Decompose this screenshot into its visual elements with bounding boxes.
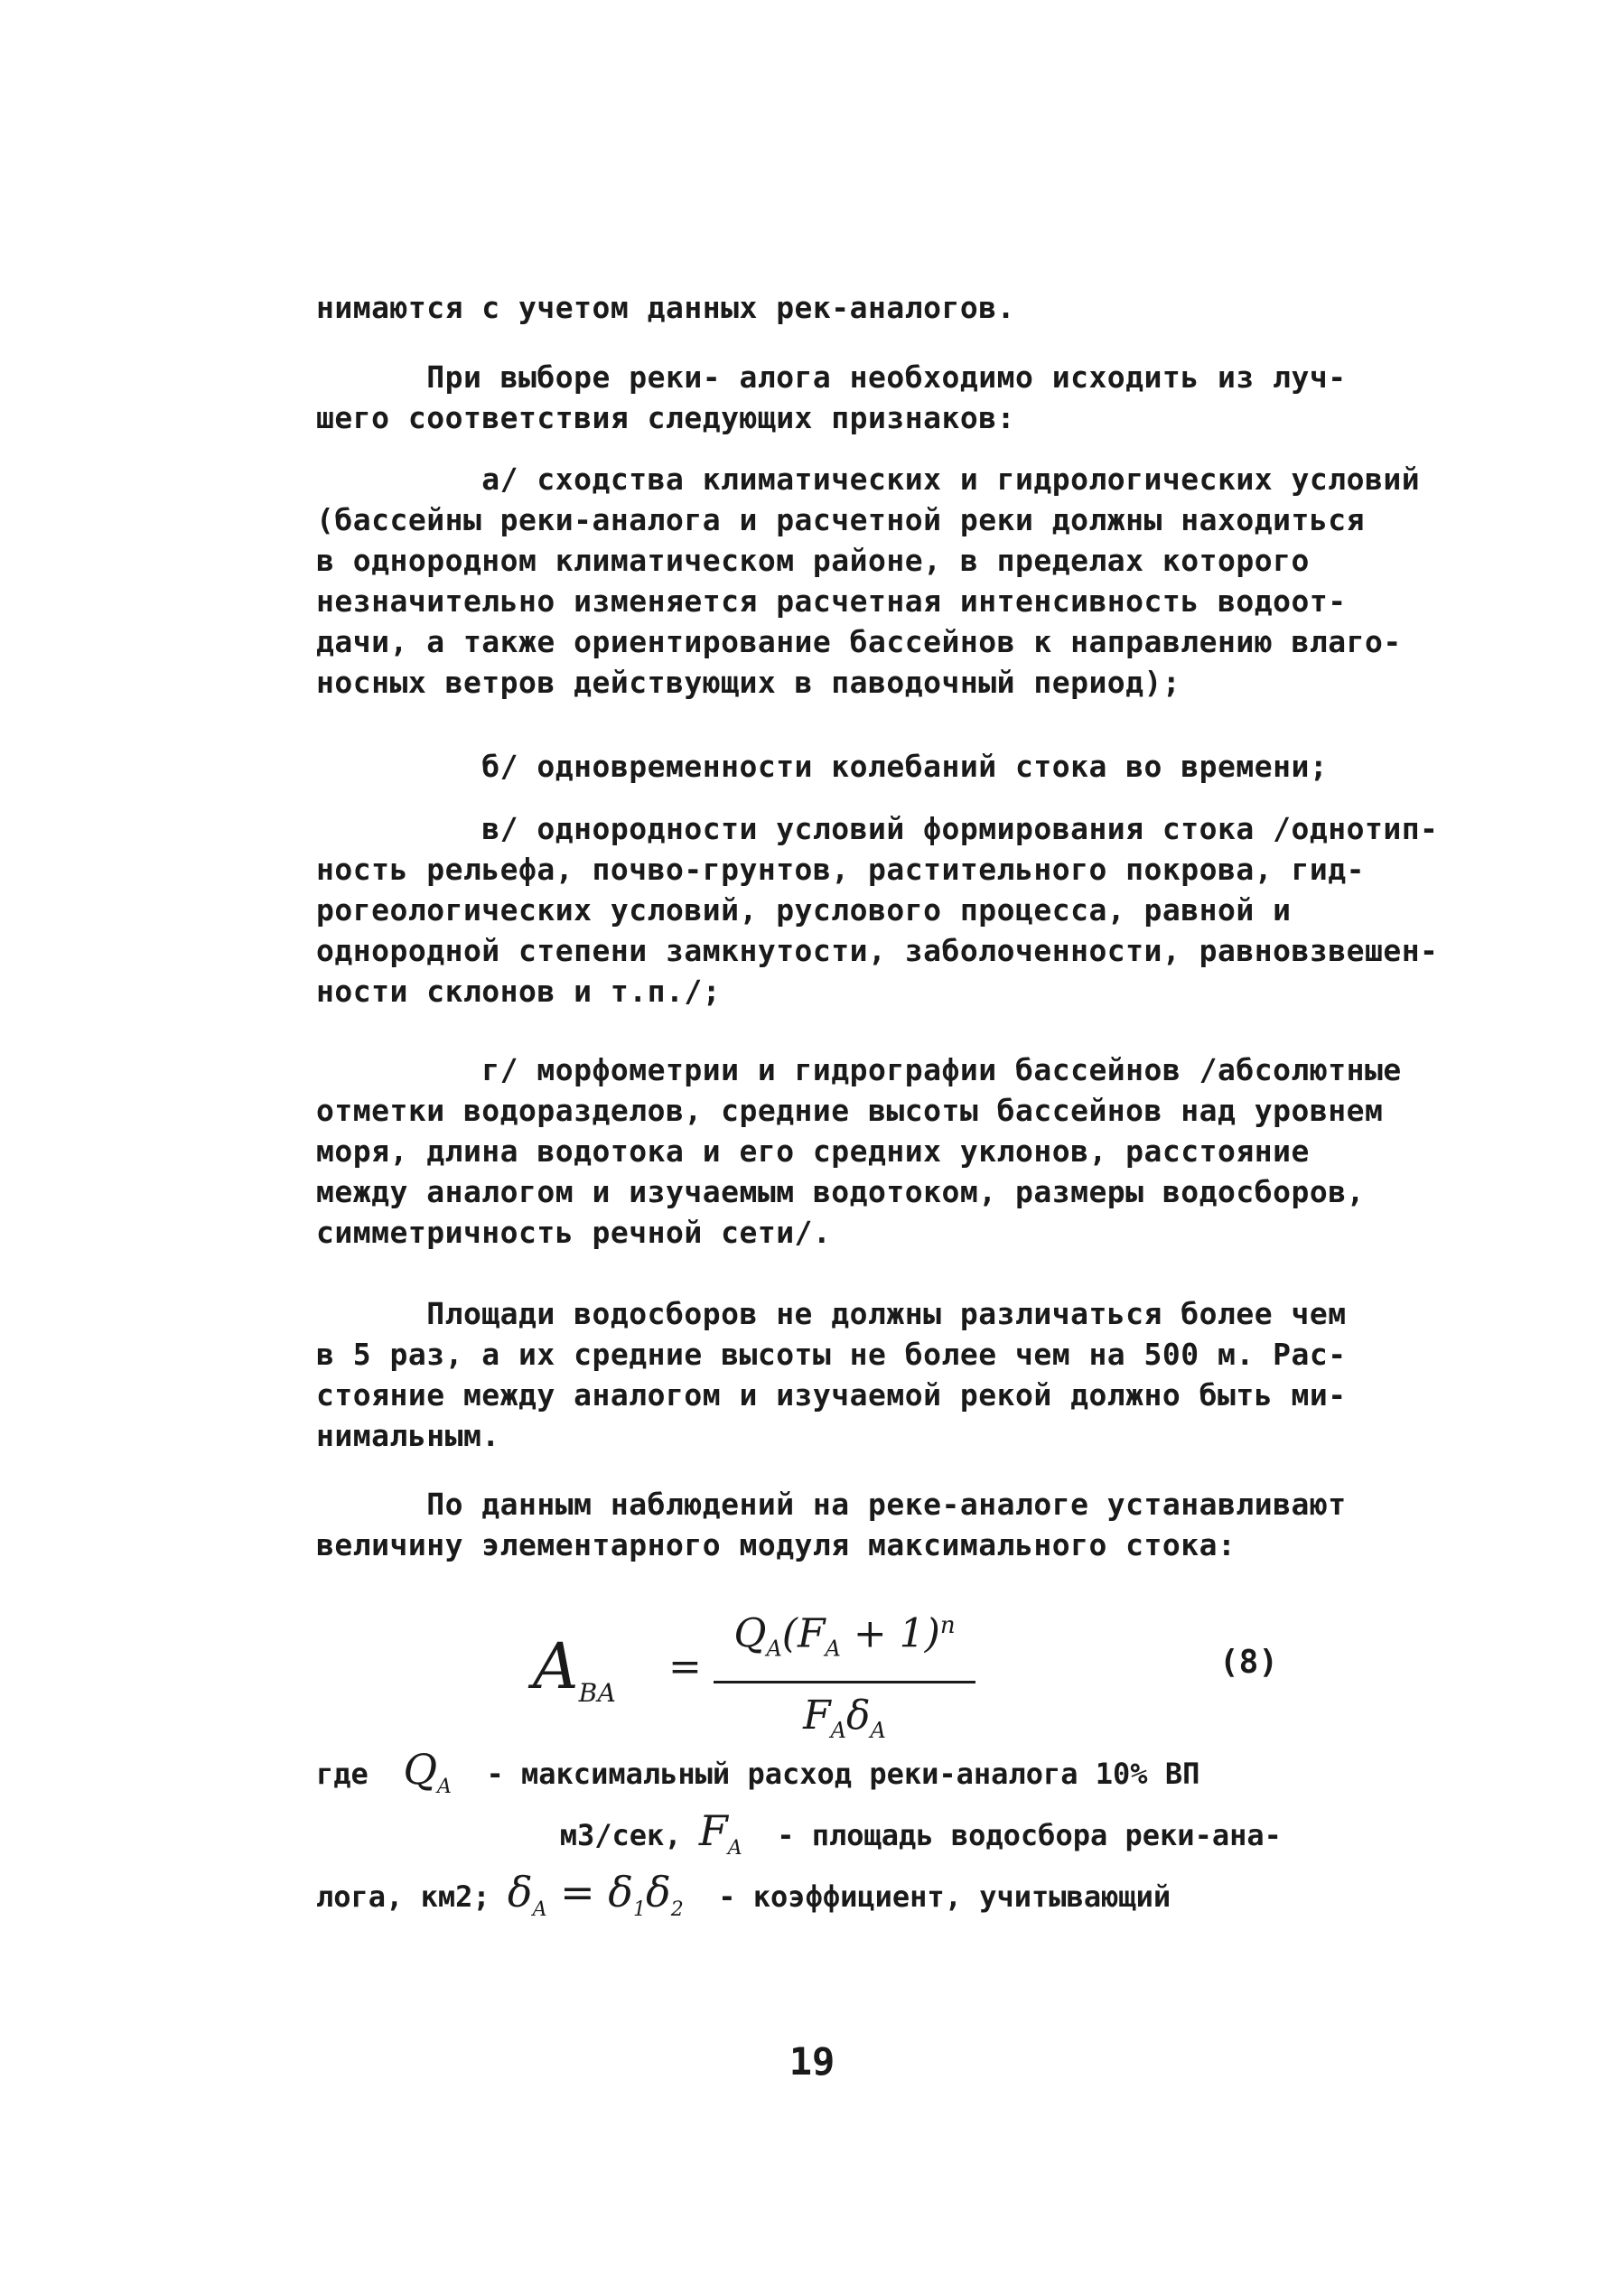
definition-line-1: [316, 1745, 1445, 1809]
paragraph-1: нимаются с учетом данных рек-аналогов.: [316, 290, 1015, 325]
page-number: 19: [789, 2039, 835, 2084]
num-f-sub: A: [825, 1636, 841, 1662]
definition-line-2: [316, 1806, 1445, 1870]
paragraph-4: б/ одновременности колебаний стока во времени;: [316, 749, 1329, 784]
delta2-sub: 2: [670, 1898, 684, 1922]
formula-8: [533, 1599, 1346, 1744]
delta2-letter: δ: [646, 1868, 671, 1917]
paragraph-8: По данным наблюдений на реке-аналоге устанавливают величину элементарного модуля максимального стока:: [316, 1487, 1347, 1562]
q-symbol: [403, 1745, 452, 1799]
num-q-sub: A: [766, 1636, 782, 1662]
num-paren-open: (: [781, 1610, 798, 1657]
delta-sub: A: [532, 1898, 547, 1922]
line2-indent: [316, 1818, 560, 1852]
delta-symbol: [507, 1868, 684, 1922]
q-symbol-sub: A: [437, 1776, 452, 1799]
delta1-sub: 1: [633, 1898, 646, 1922]
num-f: F: [797, 1610, 826, 1657]
den-f: F: [803, 1693, 831, 1739]
delta-eq: = δ: [546, 1868, 633, 1917]
f-definition: - площадь водосбора реки-ана-: [742, 1818, 1282, 1853]
discharge-unit: м3/сек,: [559, 1818, 682, 1853]
formula-lhs-symbol: A: [533, 1629, 579, 1703]
f-symbol-sub: A: [727, 1837, 742, 1860]
q-definition: - максимальный расход реки-аналога 10% ВП: [451, 1757, 1200, 1791]
paragraph-5: в/ однородности условий формирования стока /однотип- ность рельефа, почво-грунтов, растительного покрова, гид- рогеологических условий, руслового процесса, равной и однородной степени замкнутости, заболоченности, равновзвешен- ности склонов и т.п./;: [316, 811, 1439, 1009]
paragraph-7: Площади водосборов не должны различаться более чем в 5 раз, а их средние высоты не более чем на 500 м. Рас- стояние между аналогом и изучаемой рекой должно быть ми- нимальным.: [316, 1296, 1347, 1453]
where-label: где: [316, 1757, 369, 1791]
formula-fraction: [714, 1599, 975, 1758]
num-paren-close: ): [924, 1610, 940, 1657]
formula-number: (8): [1219, 1644, 1279, 1681]
delta-definition: - коэффициент, учитывающий: [683, 1879, 1171, 1915]
num-exponent: n: [939, 1612, 956, 1639]
formula-lhs: [533, 1629, 617, 1725]
f-symbol: [698, 1806, 742, 1860]
f-symbol-letter: F: [698, 1806, 728, 1856]
num-q: Q: [733, 1610, 767, 1657]
paragraph-2: При выборе реки- алога необходимо исходить из луч- шего соответствия следующих признаков:: [316, 359, 1347, 435]
formula-equals: =: [668, 1644, 702, 1690]
definition-line-3: [316, 1870, 1445, 1932]
delta-letter: δ: [507, 1868, 533, 1917]
den-delta-sub: A: [870, 1718, 886, 1744]
formula-definitions: [316, 1745, 1445, 1933]
fraction-bar: [714, 1681, 975, 1683]
paragraph-3: а/ сходства климатических и гидрологических условий (бассейны реки-аналога и расчетной реки должны находиться в однородном климатическом районе, в пределах которого незначительно изменяется расчетная интенсивность водоот- дачи, а также ориентирование бассейнов к направлению влаго- носных ветров действующих в паводочный период);: [316, 462, 1421, 700]
den-f-sub: A: [830, 1718, 847, 1744]
formula-numerator: [714, 1599, 975, 1675]
area-unit: лога, км2;: [316, 1879, 490, 1915]
paragraph-6: г/ морфометрии и гидрографии бассейнов /абсолютные отметки водоразделов, средние высоты бассейнов над уровнем моря, длина водотока и его средних уклонов, расстояние между аналогом и изучаемым водотоком, размеры водосборов, симметричность речной сети/.: [316, 1052, 1402, 1250]
formula-lhs-subscript: ВА: [578, 1678, 617, 1708]
q-symbol-letter: Q: [403, 1745, 438, 1794]
den-delta: δ: [846, 1693, 871, 1739]
num-plus-one: + 1: [840, 1610, 925, 1657]
